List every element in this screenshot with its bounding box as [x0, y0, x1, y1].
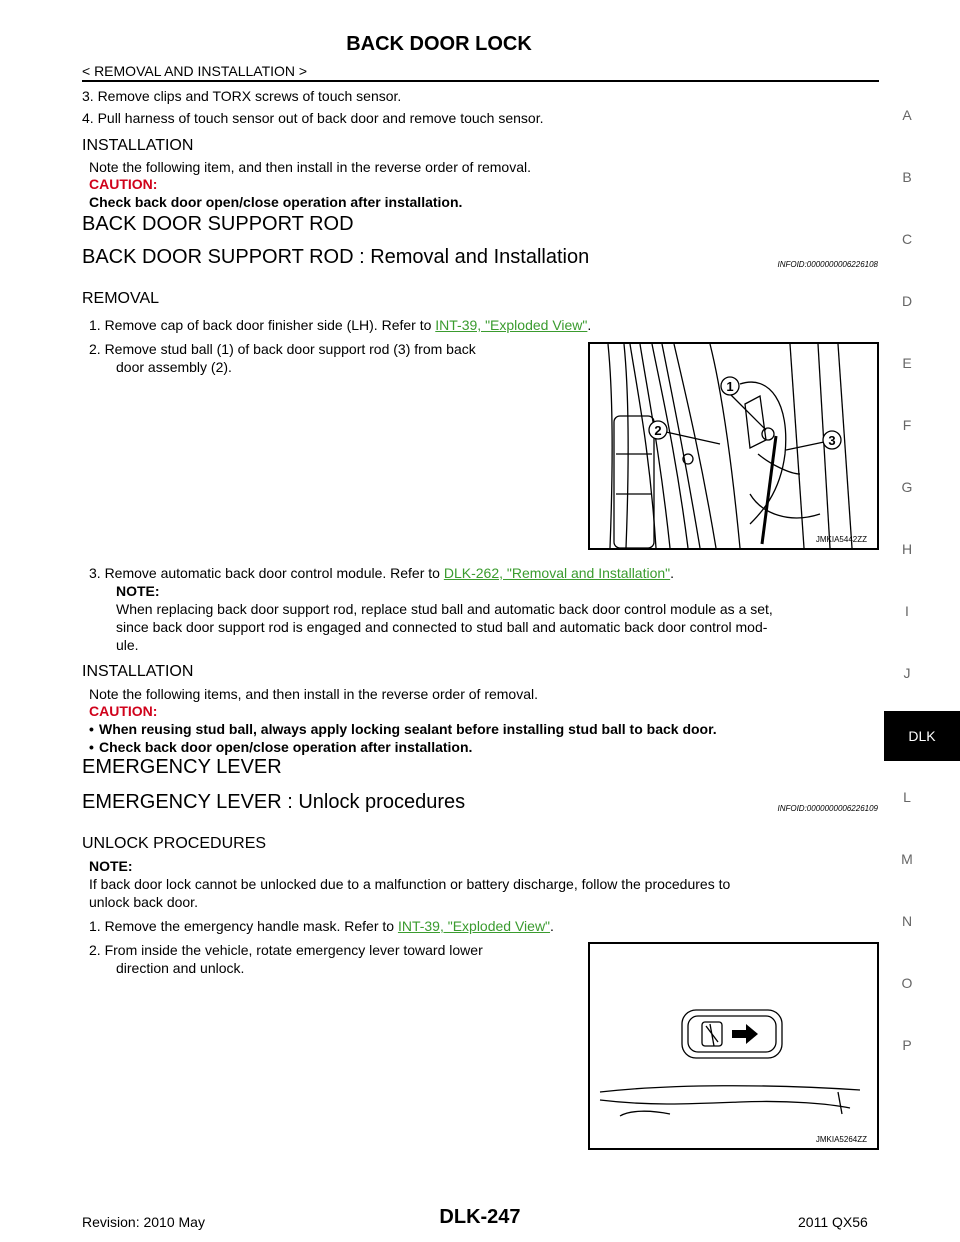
step-remove-clips: 3. Remove clips and TORX screws of touch sensor. — [82, 88, 402, 104]
support-rod-subheading: BACK DOOR SUPPORT ROD : Removal and Installation — [82, 246, 590, 268]
support-rod-infoid: INFOID:0000000006226108 — [777, 260, 878, 269]
removal-step-2-line1: 2. Remove stud ball (1) of back door support rod (3) from back — [89, 341, 476, 357]
unlock-note-line2: unlock back door. — [89, 894, 198, 910]
unlock-step-1-text: 1. Remove the emergency handle mask. Refer to — [89, 918, 398, 934]
side-tab-c[interactable]: C — [901, 231, 913, 247]
side-tab-h[interactable]: H — [901, 541, 913, 557]
installation-2-caution-label: CAUTION: — [89, 703, 158, 719]
emergency-lever-figure — [588, 942, 879, 1150]
side-tab-n[interactable]: N — [901, 913, 913, 929]
side-tab-d[interactable]: D — [901, 293, 913, 309]
step-pull-harness: 4. Pull harness of touch sensor out of back door and remove touch sensor. — [82, 110, 544, 126]
installation-2-note: Note the following items, and then install in the reverse order of removal. — [89, 686, 539, 702]
removal-step-1-text: 1. Remove cap of back door finisher side (LH). Refer to — [89, 317, 436, 333]
side-tab-p[interactable]: P — [902, 1037, 912, 1053]
header-rule — [82, 80, 879, 82]
removal-step-2-line2: door assembly (2). — [116, 359, 232, 375]
footer-model: 2011 QX56 — [798, 1214, 868, 1230]
installation-note: Note the following item, and then install in the reverse order of removal. — [89, 159, 532, 175]
link-dlk-262[interactable]: DLK-262, "Removal and Installation" — [443, 565, 671, 581]
removal-step-3-end: . — [670, 565, 675, 581]
section-path: < REMOVAL AND INSTALLATION > — [82, 63, 308, 79]
callout-1: 1 — [726, 379, 734, 394]
removal-note-line3: ule. — [116, 637, 139, 653]
removal-heading: REMOVAL — [82, 290, 160, 307]
support-rod-heading: BACK DOOR SUPPORT ROD — [82, 213, 354, 235]
side-tab-b[interactable]: B — [902, 169, 912, 185]
emergency-lever-figure-id: JMKIA5264ZZ — [815, 1135, 867, 1144]
footer-revision: Revision: 2010 May — [82, 1214, 205, 1230]
removal-step-3-text: 3. Remove automatic back door control module. Refer to — [89, 565, 444, 581]
unlock-step-2-line1: 2. From inside the vehicle, rotate emergency lever toward lower — [89, 942, 483, 958]
support-rod-illustration — [590, 344, 877, 548]
removal-step-1 — [89, 316, 591, 334]
arrow-icon — [732, 1024, 758, 1044]
removal-step-1-end: . — [587, 317, 592, 333]
side-tab-o[interactable]: O — [901, 975, 913, 991]
removal-note-line2: since back door support rod is engaged and connected to stud ball and automatic back door control mod- — [116, 619, 768, 635]
callout-marks — [649, 377, 841, 449]
side-tab-l[interactable]: L — [903, 789, 911, 805]
side-tab-g[interactable]: G — [901, 479, 913, 495]
unlock-note-label: NOTE: — [89, 858, 133, 874]
side-tab-m[interactable]: M — [901, 851, 913, 867]
unlock-step-1-end: . — [550, 918, 554, 934]
emergency-subheading: EMERGENCY LEVER : Unlock procedures — [82, 791, 466, 813]
unlock-note-line1: If back door lock cannot be unlocked due to a malfunction or battery discharge, follow the procedures to — [89, 876, 731, 892]
emergency-infoid: INFOID:0000000006226109 — [777, 804, 878, 813]
emergency-heading: EMERGENCY LEVER — [82, 756, 282, 778]
side-tab-e[interactable]: E — [902, 355, 912, 371]
installation-2-bullet-1: • When reusing stud ball, always apply locking sealant before installing stud ball to back door. — [89, 720, 717, 738]
side-tab-j[interactable]: J — [903, 665, 911, 681]
installation-heading: INSTALLATION — [82, 137, 194, 154]
removal-note-label: NOTE: — [116, 583, 160, 599]
installation-2-heading: INSTALLATION — [82, 663, 194, 680]
callout-2: 2 — [654, 423, 662, 438]
unlock-step-2-line2: direction and unlock. — [116, 960, 245, 976]
caution-label: CAUTION: — [89, 176, 158, 192]
emergency-lever-illustration — [590, 944, 877, 1148]
link-int-39[interactable]: INT-39, "Exploded View" — [435, 317, 588, 333]
side-tab-i[interactable]: I — [905, 603, 909, 619]
installation-2-bullet-2: • Check back door open/close operation after installation. — [89, 738, 472, 756]
link-int-39-emergency[interactable]: INT-39, "Exploded View" — [397, 918, 551, 934]
removal-note-line1: When replacing back door support rod, replace stud ball and automatic back door control module as a set, — [116, 601, 773, 617]
side-tab-f[interactable]: F — [902, 417, 912, 433]
unlock-step-1 — [89, 917, 554, 935]
unlock-heading: UNLOCK PROCEDURES — [82, 835, 267, 852]
support-rod-figure — [588, 342, 879, 550]
callout-3: 3 — [828, 433, 836, 448]
page-title: BACK DOOR LOCK — [346, 33, 532, 55]
side-tab-dlk[interactable]: DLK — [884, 711, 960, 761]
side-tab-a[interactable]: A — [902, 107, 912, 123]
footer-page-code: DLK-247 — [439, 1206, 521, 1228]
support-rod-figure-id: JMKIA5442ZZ — [815, 535, 867, 544]
removal-step-3 — [89, 564, 674, 582]
caution-text: Check back door open/close operation after installation. — [89, 194, 463, 210]
